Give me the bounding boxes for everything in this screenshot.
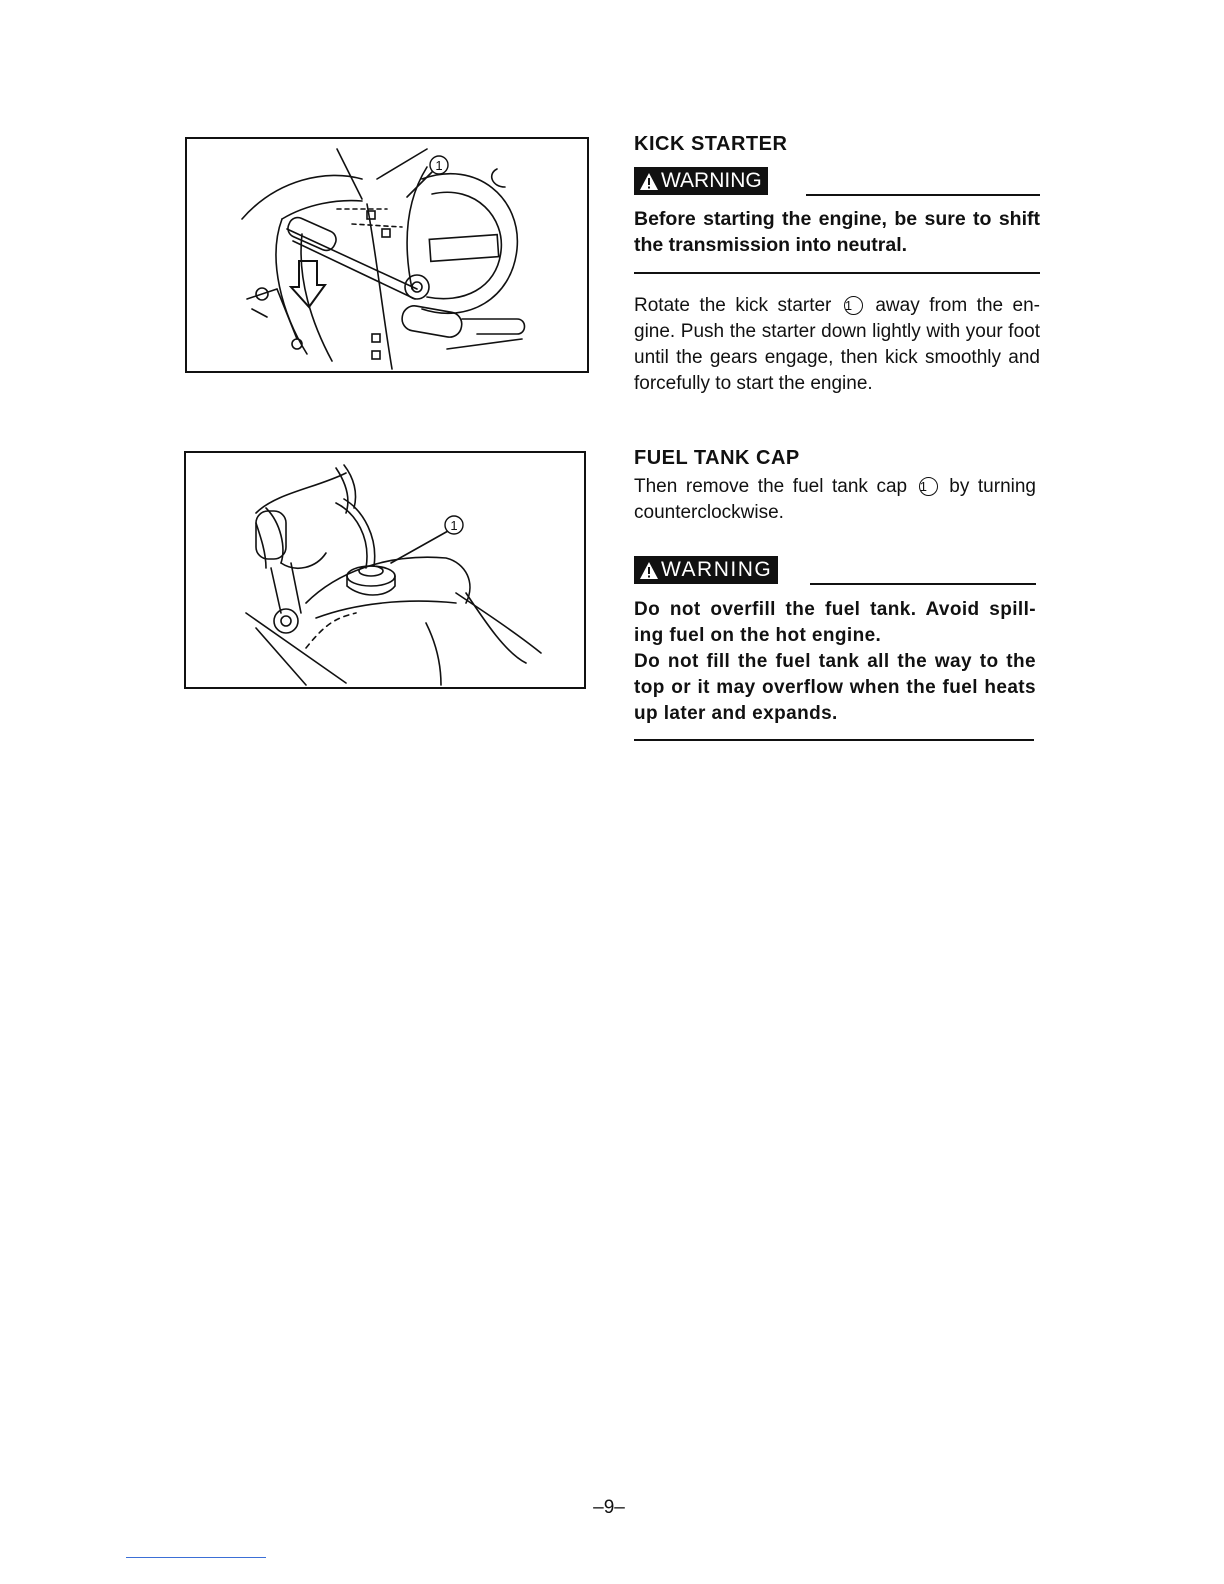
warning-end-rule bbox=[634, 739, 1034, 741]
fuel-tank-drawing bbox=[186, 453, 584, 687]
fuel-tank-warning-header bbox=[634, 556, 1036, 586]
page-number: –9– bbox=[593, 1497, 625, 1518]
warning-triangle-icon bbox=[639, 561, 659, 580]
kick-starter-warning-header bbox=[634, 167, 1040, 197]
kick-starter-body bbox=[634, 293, 1040, 397]
reference-number-1-icon: 1 bbox=[919, 477, 938, 496]
figure1-callout-text: 1 bbox=[435, 158, 443, 173]
fuel-tank-warning-badge bbox=[634, 556, 778, 584]
fuel-tank-cap-section bbox=[634, 447, 1040, 741]
fuel-tank-cap-body bbox=[634, 474, 1036, 526]
kick-starter-body-after: away from the en-gine. Push the starter down lightly with your foot until the gears engage, then kick smoothly and forcefully to start the engine. bbox=[634, 295, 1041, 394]
figure2-callout-text: 1 bbox=[450, 518, 458, 533]
kick-starter-body-before: Rotate the kick starter bbox=[634, 295, 832, 316]
figure1-callout-marker bbox=[430, 156, 448, 174]
kick-starter-warning-badge bbox=[634, 167, 768, 195]
footer-link-underline bbox=[126, 1557, 266, 1558]
warning-header-line bbox=[806, 194, 1040, 196]
kick-starter-drawing bbox=[187, 139, 587, 371]
fuel-tank-cap-heading: FUEL TANK CAP bbox=[634, 447, 800, 469]
fuel-tank-warning-line2: Do not fill the fuel tank all the way to the top or it may overflow when the fuel heats up later and expands. bbox=[634, 651, 1036, 724]
reference-number-1-icon: 1 bbox=[844, 296, 863, 315]
fuel-tank-cap-body-before: Then remove the fuel tank cap bbox=[634, 476, 908, 497]
fuel-tank-cap-body-after: by turning counterclockwise. bbox=[634, 476, 1036, 523]
figure2-callout-marker bbox=[445, 516, 463, 534]
fuel-tank-cap-illustration bbox=[184, 451, 586, 689]
kick-starter-illustration bbox=[185, 137, 589, 373]
warning-header-line bbox=[810, 583, 1036, 585]
kick-starter-heading: KICK STARTER bbox=[634, 133, 788, 155]
kick-starter-section bbox=[634, 133, 1040, 397]
kick-starter-warning-label: WARNING bbox=[661, 169, 762, 192]
fuel-tank-warning-label: WARNING bbox=[661, 558, 773, 581]
warning-triangle-icon bbox=[639, 172, 659, 191]
kick-starter-warning-text: Before starting the engine, be sure to shift the transmission into neutral. bbox=[634, 208, 1040, 256]
fuel-tank-warning-line1: Do not overfill the fuel tank. Avoid spill-ing fuel on the hot engine. bbox=[634, 599, 1036, 646]
warning-end-rule bbox=[634, 272, 1040, 274]
